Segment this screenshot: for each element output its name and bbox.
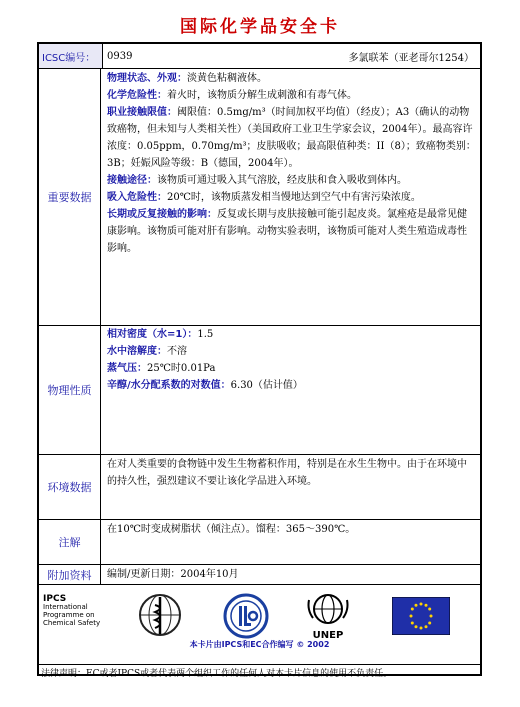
section-label-note: 注解 [39, 520, 101, 564]
section-label-environment: 环境数据 [39, 455, 101, 519]
ilo-logo-icon [222, 592, 270, 640]
item-vapor-pressure: 蒸气压：25℃时0.01Pa [107, 363, 216, 374]
card-header [39, 44, 480, 69]
ipcs-logo-text: IPCS International Programme on Chemical Safety [43, 594, 101, 627]
unep-logo-icon [305, 592, 351, 632]
physical-content [103, 326, 480, 394]
note-text: 在10℃时变成树脂状（倾注点）。馏程：365～390℃。 [107, 524, 356, 535]
legal-notice: 法律声明：EC或者IPCS或者代表两个组织工作的任何人对本卡片信息的使用不负责任。 [41, 669, 393, 679]
item-long-term: 长期或反复接触的影响：反复或长期与皮肤接触可能引起皮炎。氯痤疮是最常见健康影响。该物质可能对肝有影响。动物实验表明，该物质可能对人类生殖造成毒性影响。 [107, 209, 467, 254]
item-density: 相对密度（水=1）：1.5 [107, 329, 214, 340]
card-title: 国际化学品安全卡 [180, 17, 340, 37]
code-value: 0939 [107, 50, 133, 62]
section-additional [39, 565, 480, 585]
code-label: ICSC编号： [39, 44, 103, 68]
section-label-additional: 附加资料 [39, 565, 101, 584]
additional-text: 编制/更新日期：2004年10月 [107, 569, 239, 580]
section-label-physical: 物理性质 [39, 326, 101, 454]
item-appearance: 物理状态、外观：淡黄色粘稠液体。 [107, 73, 267, 84]
eu-flag-icon [392, 597, 450, 635]
unep-label: UNEP [312, 630, 344, 641]
item-chemical-danger: 化学危险性：着火时，该物质分解生成刺激和有毒气体。 [107, 90, 357, 101]
section-label-important: 重要数据 [39, 69, 101, 325]
logo-strip [39, 589, 480, 664]
item-inhalation: 吸入危险性：20℃时，该物质蒸发相当慢地达到空气中有害污染浓度。 [107, 192, 421, 203]
card-frame [37, 42, 482, 679]
important-content [103, 70, 480, 257]
item-solubility: 水中溶解度：不溶 [107, 346, 187, 357]
item-exposure-route: 接触途径：该物质可通过吸入其气溶胶，经皮肤和食入吸收到体内。 [107, 175, 407, 186]
who-logo-icon [137, 592, 183, 638]
section-environment [39, 455, 480, 520]
footer-credit: 本卡片由IPCS和EC合作编写 © 2002 [189, 640, 330, 649]
section-important [39, 69, 480, 326]
item-logkow: 辛醇/水分配系数的对数值：6.30（估计值） [107, 380, 303, 391]
chemical-name: 多氯联苯（亚老哥尔1254） [348, 52, 474, 64]
section-physical [39, 326, 480, 455]
item-exposure-limits: 职业接触限值：阈限值：0.5mg/m³（时间加权平均值）（经皮）；A3（确认的动物致癌物，但未知与人类相关性）（美国政府工业卫生学家会议，2004年）。最高容许浓度：0.05ppm，0.70mg/m³；皮肤吸收；最高限值种类：II（8）；致癌物类别：3B；妊娠风险等级：B（德国，2004年）。 [107, 107, 476, 169]
section-note [39, 520, 480, 565]
environment-text: 在对人类重要的食物链中发生生物蓄积作用，特别是在水生生物中。由于在环境中的持久性，强烈建议不要让该化学品进入环境。 [107, 459, 467, 487]
